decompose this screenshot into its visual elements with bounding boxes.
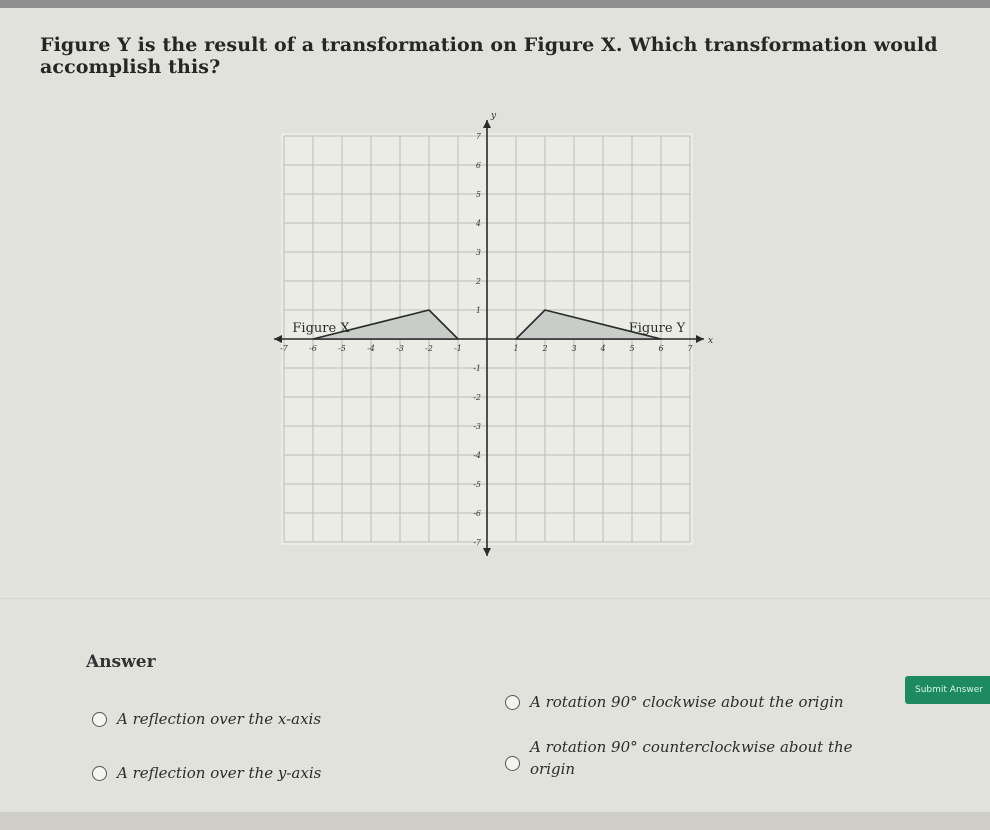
- x-tick-label: 3: [571, 344, 577, 353]
- x-tick-label: -3: [396, 344, 404, 353]
- x-tick-label: -4: [367, 344, 375, 353]
- y-tick-label: 1: [475, 306, 481, 315]
- x-tick-label: 2: [542, 344, 548, 353]
- x-axis-label: x: [708, 336, 714, 346]
- x-tick-label: 1: [513, 344, 519, 353]
- y-tick-label: 2: [475, 277, 481, 286]
- section-divider: [0, 598, 990, 599]
- y-axis-arrow-up: [483, 120, 491, 128]
- option-rotation-clockwise[interactable]: [505, 693, 844, 711]
- question-text: Figure Y is the result of a transformation on Figure X. Which transformation would accomplish this?: [40, 34, 938, 78]
- submit-answer-button[interactable]: Submit Answer: [905, 676, 990, 704]
- answer-heading: Answer: [86, 652, 156, 672]
- x-tick-label: 6: [658, 344, 664, 353]
- option-label: A reflection over the y-axis: [117, 764, 322, 782]
- option-label: A reflection over the x-axis: [117, 710, 322, 728]
- radio-button[interactable]: [505, 695, 520, 710]
- option-reflection-x-axis[interactable]: [92, 710, 321, 728]
- figure-label-y: Figure Y: [628, 321, 686, 336]
- y-tick-label: -4: [473, 451, 481, 460]
- option-reflection-y-axis[interactable]: [92, 764, 321, 782]
- y-tick-label: -3: [473, 422, 481, 431]
- x-tick-label: -2: [425, 344, 433, 353]
- option-label: A rotation 90° counterclockwise about the origin: [530, 738, 853, 778]
- x-tick-label: -1: [454, 344, 462, 353]
- x-tick-label: 4: [600, 344, 606, 353]
- y-tick-label: 4: [475, 219, 481, 228]
- x-tick-label: -5: [338, 344, 346, 353]
- coordinate-graph: [265, 108, 715, 558]
- y-tick-label: 5: [475, 190, 481, 199]
- x-axis-arrow-right: [696, 335, 704, 343]
- y-axis-label: y: [491, 111, 497, 121]
- y-tick-label: 7: [475, 132, 481, 141]
- option-label: A rotation 90° clockwise about the origin: [530, 693, 844, 711]
- y-tick-label: -5: [473, 480, 481, 489]
- x-axis-arrow-left: [274, 335, 282, 343]
- bottom-band: [0, 812, 990, 830]
- x-tick-label: 7: [687, 344, 693, 353]
- top-bar: [0, 0, 990, 8]
- y-tick-label: -2: [473, 393, 481, 402]
- x-tick-label: 5: [629, 344, 635, 353]
- option-rotation-counterclockwise[interactable]: [505, 736, 860, 780]
- x-tick-label: -6: [309, 344, 317, 353]
- y-tick-label: 6: [475, 161, 481, 170]
- figure-label-x: Figure X: [292, 321, 350, 336]
- radio-button[interactable]: [92, 766, 107, 781]
- x-tick-label: -7: [280, 344, 288, 353]
- radio-button[interactable]: [505, 756, 520, 771]
- y-tick-label: -1: [473, 364, 481, 373]
- y-tick-label: -7: [473, 538, 481, 547]
- y-tick-label: -6: [473, 509, 481, 518]
- y-tick-label: 3: [475, 248, 481, 257]
- radio-button[interactable]: [92, 712, 107, 727]
- y-axis-arrow-down: [483, 548, 491, 556]
